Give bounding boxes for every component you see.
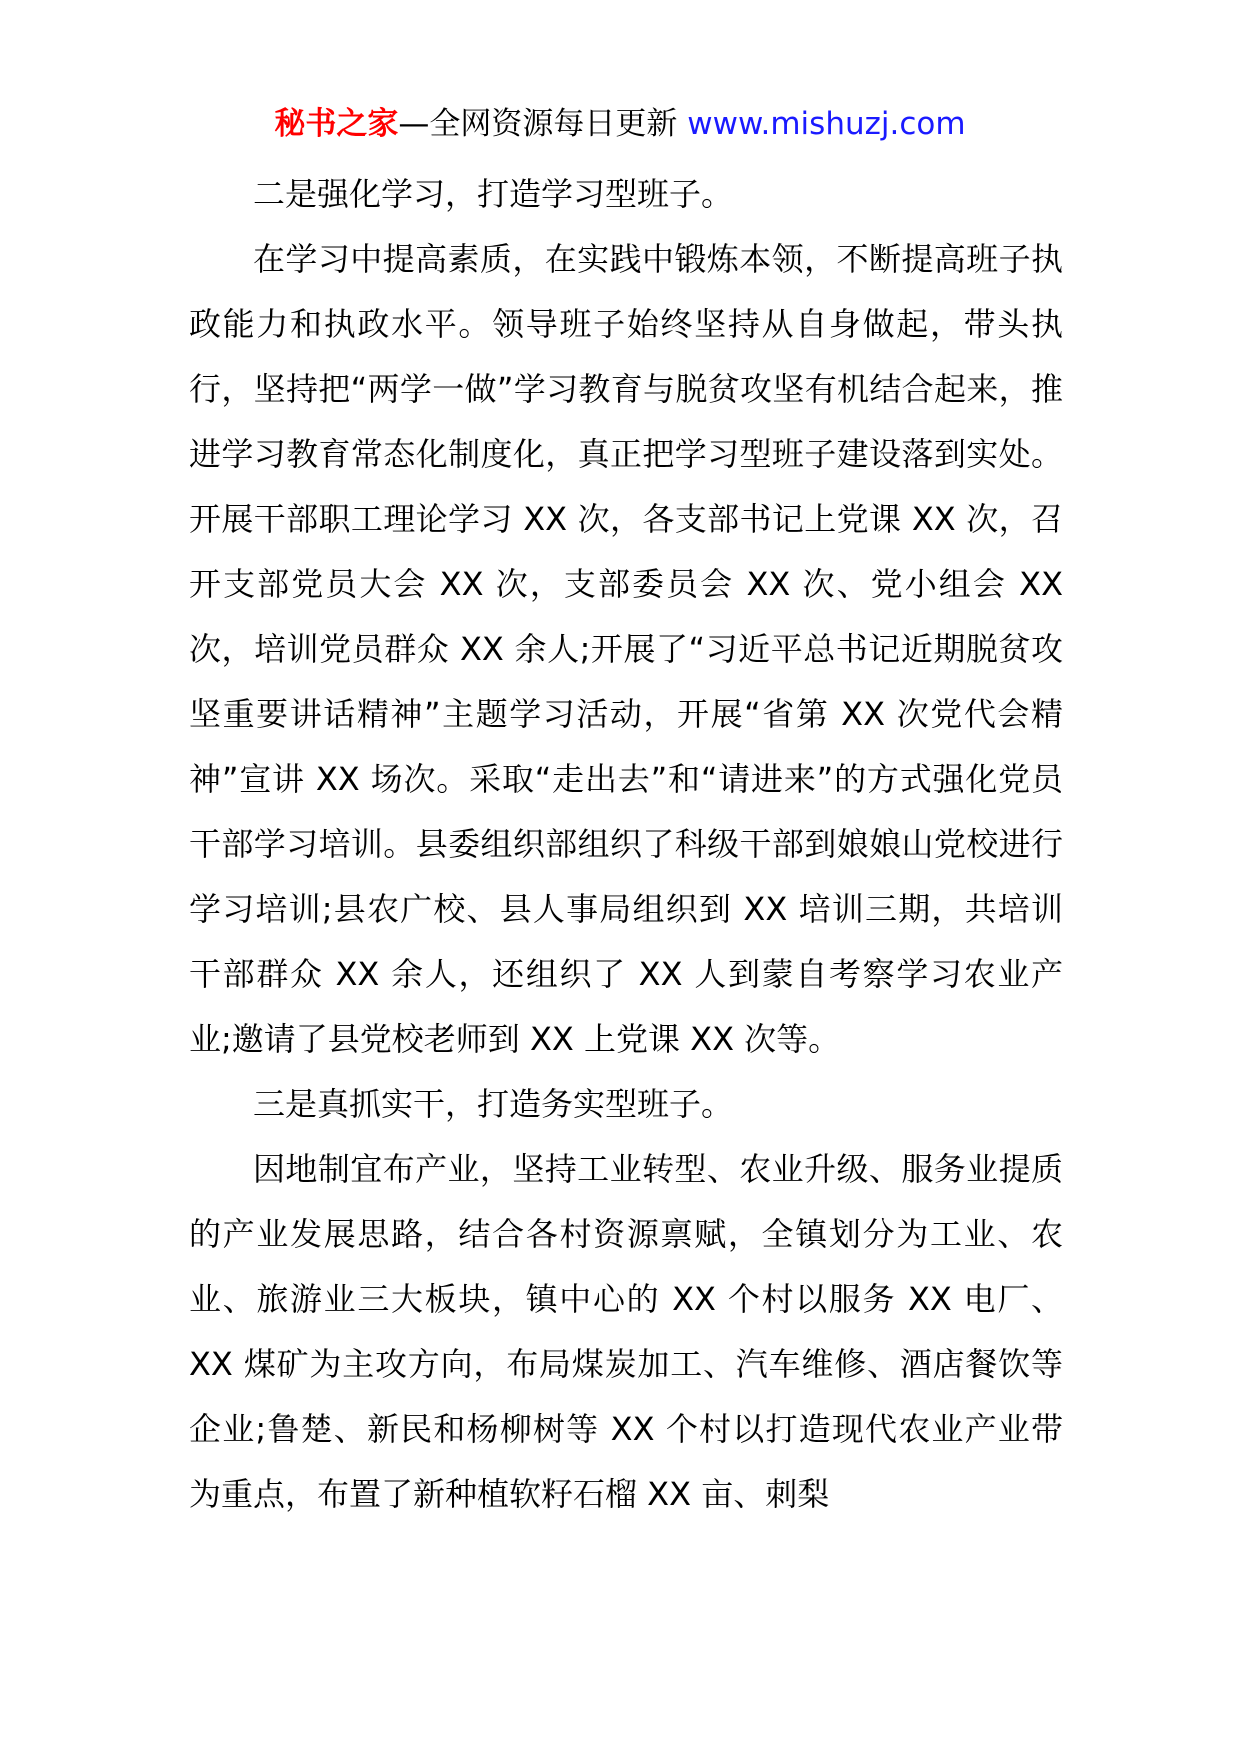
section-heading: 二是强化学习，打造学习型班子。 (253, 175, 734, 213)
header-tagline: —全网资源每日更新 (398, 106, 688, 142)
page-header (0, 100, 1240, 148)
brand-name: 秘书之家 (274, 106, 399, 142)
body-paragraph: 因地制宜布产业，坚持工业转型、农业升级、服务业提质的产业发展思路，结合各村资源禀赋，全镇划分为工业、农业、旅游业三大板块，镇中心的 XX 个村以服务 XX 电厂、XX 煤矿为主攻方向，布局煤炭加工、汽车维修、酒店餐饮等企业;鲁楚、新民和杨柳树等 XX 个村以打造现代农业产业带为重点，布置了新种植软籽石榴 XX 亩、刺梨 (189, 1150, 1063, 1513)
section-heading: 三是真抓实干，打造务实型班子。 (253, 1085, 734, 1123)
website-link[interactable]: www.mishuzj.com (687, 106, 966, 142)
body-paragraph: 在学习中提高素质，在实践中锻炼本领，不断提高班子执政能力和执政水平。领导班子始终坚持从自身做起，带头执行，坚持把“两学一做”学习教育与脱贫攻坚有机结合起来，推进学习教育常态化制度化，真正把学习型班子建设落到实处。开展干部职工理论学习 XX 次，各支部书记上党课 XX 次，召开支部党员大会 XX 次，支部委员会 XX 次、党小组会 XX 次，培训党员群众 XX 余人;开展了“习近平总书记近期脱贫攻坚重要讲话精神”主题学习活动，开展“省第 XX 次党代会精神”宣讲 XX 场次。采取“走出去”和“请进来”的方式强化党员干部学习培训。县委组织部组织了科级干部到娘娘山党校进行学习培训;县农广校、县人事局组织到 XX 培训三期，共培训干部群众 XX 余人，还组织了 XX 人到蒙自考察学习农业产业;邀请了县党校老师到 XX 上党课 XX 次等。 (189, 240, 1063, 1058)
document-body (189, 162, 1063, 1527)
